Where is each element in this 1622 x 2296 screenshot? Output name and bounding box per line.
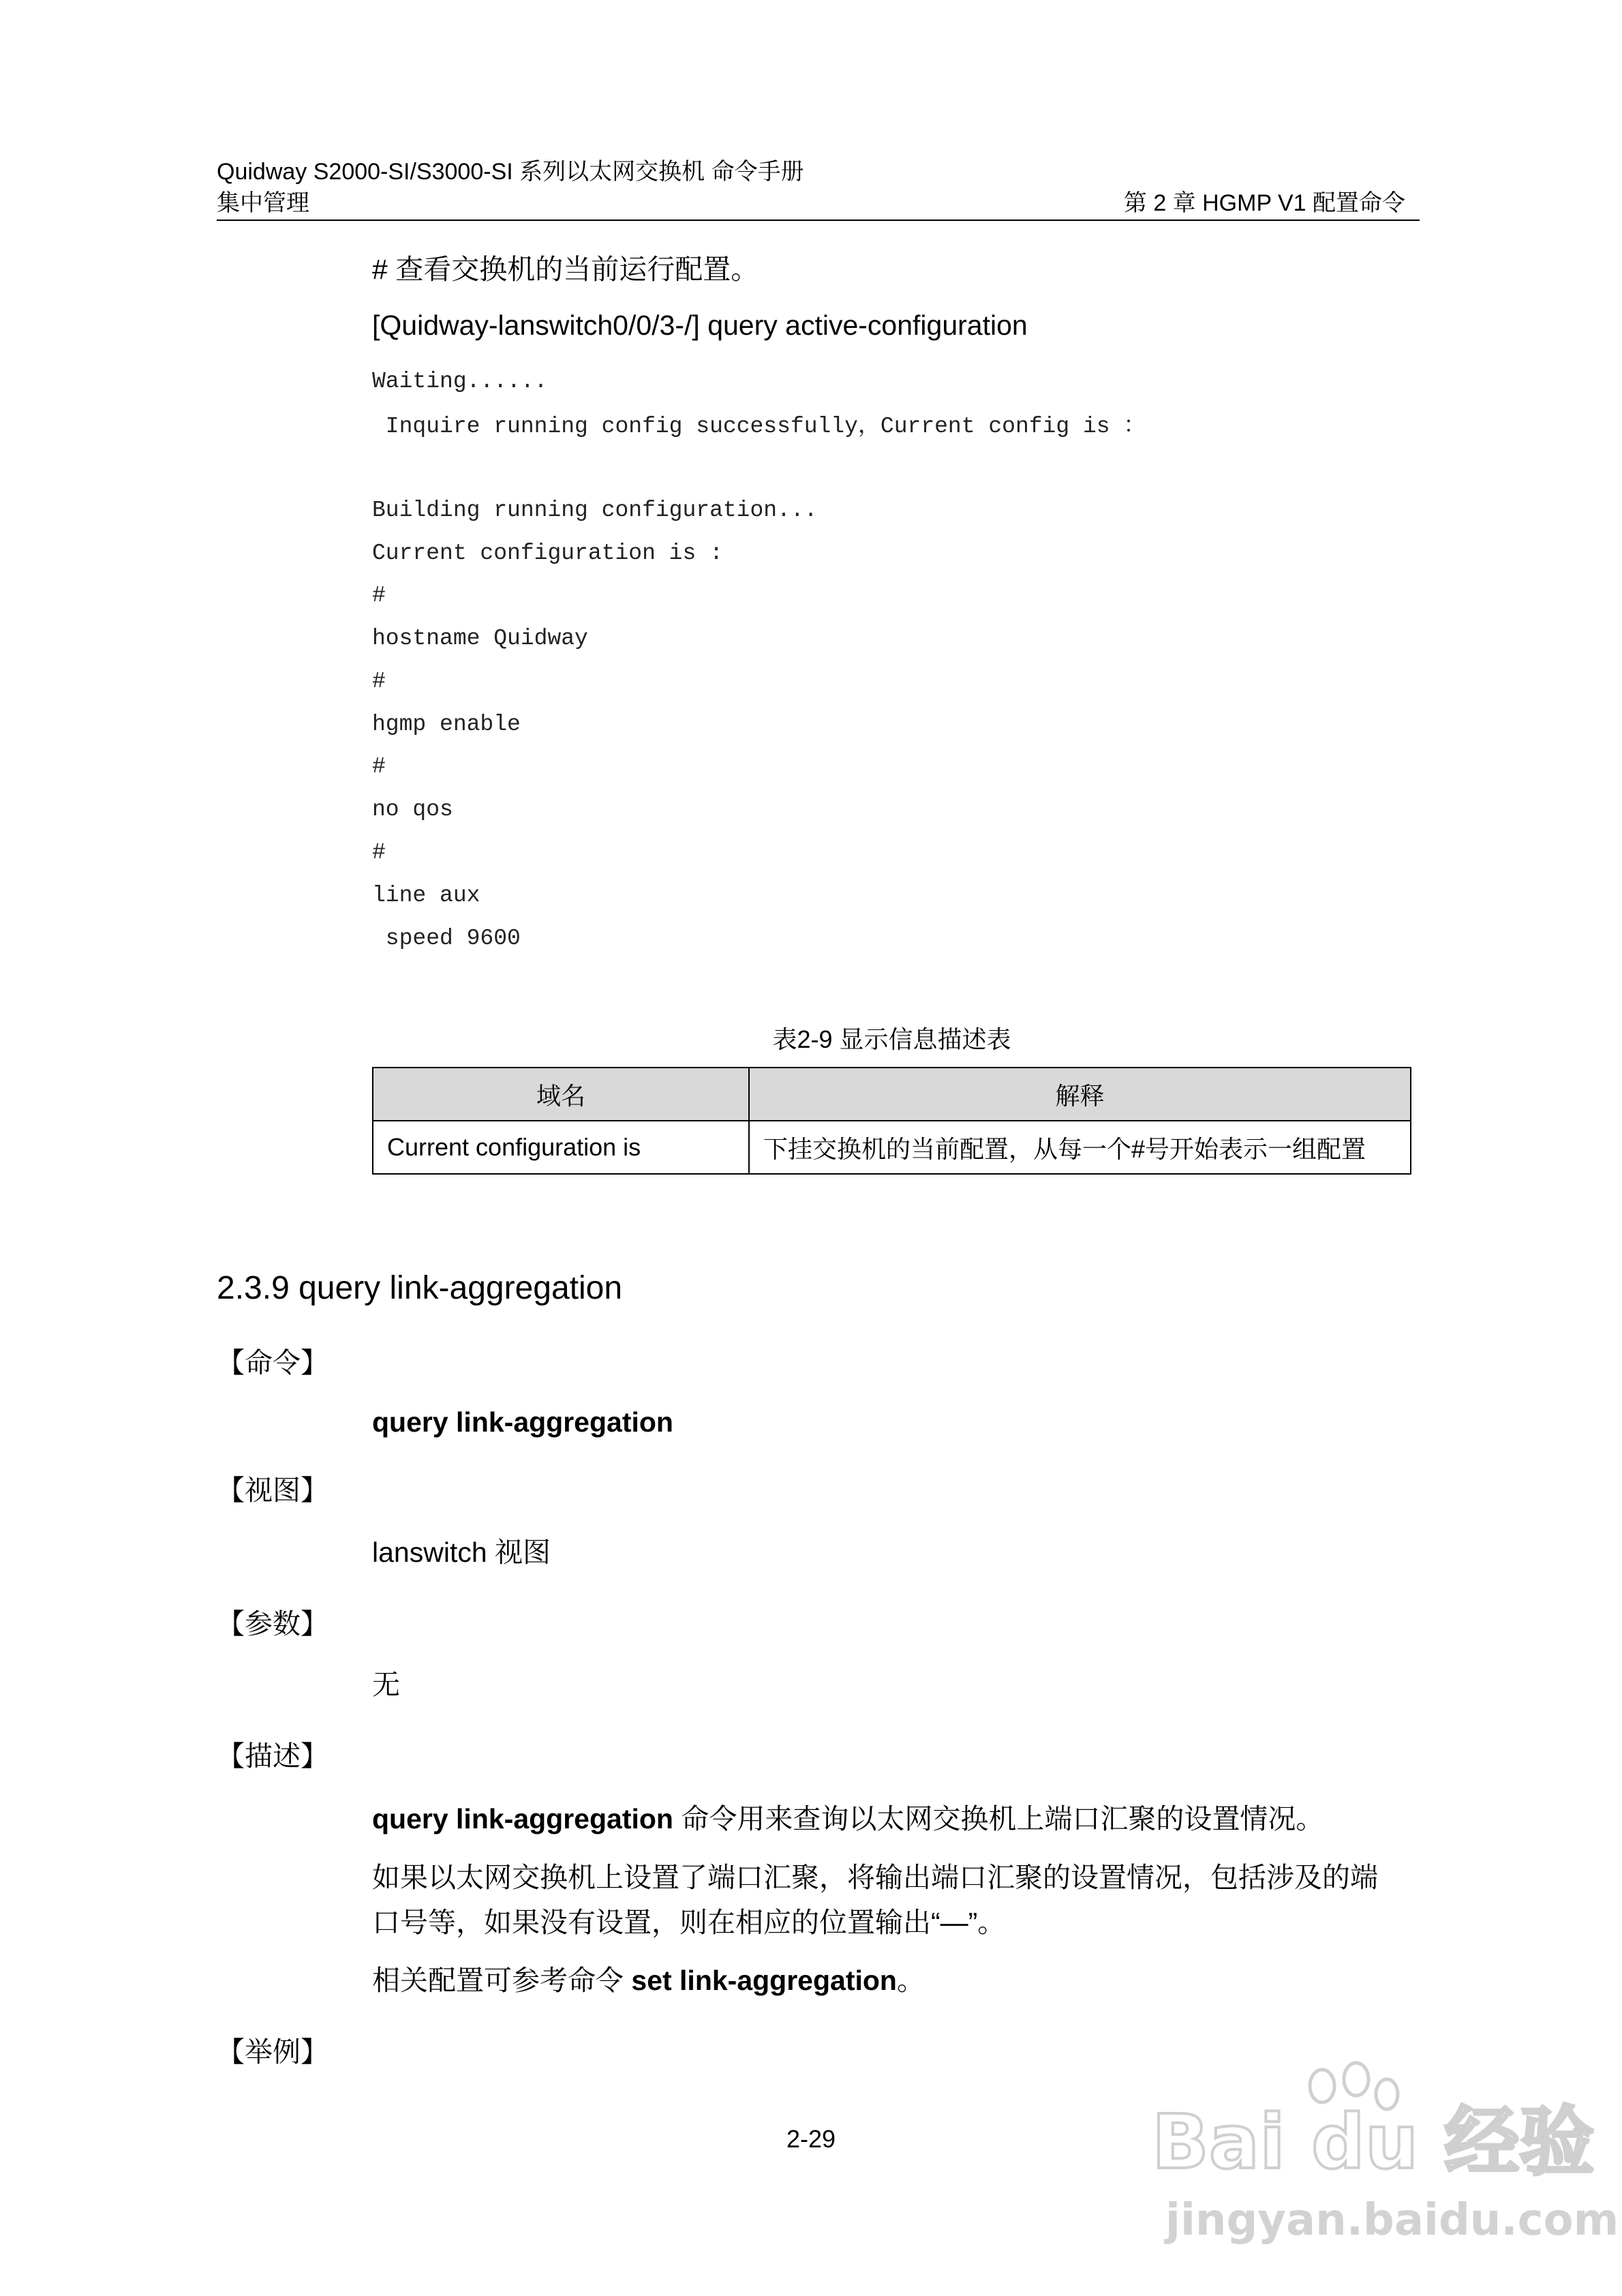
paw-icon bbox=[1152, 2059, 1595, 2186]
baidu-watermark bbox=[1152, 2059, 1619, 2277]
code-line: # bbox=[372, 754, 386, 779]
header-divider bbox=[217, 220, 1420, 221]
header-product: Quidway S2000-SI/S3000-SI 系列以太网交换机 命令手册 bbox=[217, 159, 804, 185]
label-example: 【举例】 bbox=[217, 2036, 328, 2068]
header-chapter: 第 2 章 HGMP V1 配置命令 bbox=[1123, 190, 1405, 216]
view-text: lanswitch 视图 bbox=[372, 1537, 551, 1568]
code-line: Current configuration is : bbox=[372, 541, 723, 566]
desc-p3-bold: set link-aggregation bbox=[631, 1965, 897, 1996]
table-header-row bbox=[373, 1068, 1411, 1121]
code-line: hostname Quidway bbox=[372, 626, 588, 651]
label-command: 【命令】 bbox=[217, 1347, 328, 1378]
section-title: 2.3.9 query link-aggregation bbox=[217, 1270, 623, 1306]
watermark-logo: Bai du 经验 bbox=[1152, 2098, 1595, 2186]
table-caption: 表2-9 显示信息描述表 bbox=[772, 1025, 1011, 1053]
label-view: 【视图】 bbox=[217, 1475, 328, 1506]
label-params: 【参数】 bbox=[217, 1608, 328, 1640]
table-header-cell: 域名 bbox=[373, 1068, 749, 1121]
desc-p3-pre: 相关配置可参考命令 bbox=[372, 1965, 632, 1996]
code-line: # bbox=[372, 583, 386, 608]
code-line: Building running configuration... bbox=[372, 498, 818, 523]
desc-p3-post: 。 bbox=[896, 1965, 925, 1996]
desc-bold: query link-aggregation bbox=[372, 1803, 673, 1834]
desc-paragraph-3 bbox=[372, 1963, 925, 1997]
desc-paragraph-2-line2: 口号等，如果没有设置，则在相应的位置输出“—”。 bbox=[372, 1907, 1006, 1938]
intro-command: [Quidway-lanswitch0/0/3-/] query active-configuration bbox=[372, 309, 1028, 341]
code-line: hgmp enable bbox=[372, 712, 521, 737]
desc-paragraph-1 bbox=[372, 1802, 1323, 1836]
code-line: Waiting...... bbox=[372, 369, 548, 394]
table-cell: 下挂交换机的当前配置，从每一个#号开始表示一组配置 bbox=[749, 1121, 1411, 1174]
code-line: line aux bbox=[372, 883, 480, 908]
code-line: # bbox=[372, 669, 386, 694]
code-line: # bbox=[372, 840, 386, 865]
description-table bbox=[372, 1067, 1411, 1175]
header-section: 集中管理 bbox=[217, 190, 309, 216]
command-text: query link-aggregation bbox=[372, 1406, 673, 1438]
table-cell: Current configuration is bbox=[373, 1121, 749, 1174]
code-line: speed 9600 bbox=[372, 926, 521, 951]
params-text: 无 bbox=[372, 1669, 400, 1700]
watermark-url: jingyan.baidu.com bbox=[1165, 2195, 1619, 2246]
code-line: no qos bbox=[372, 797, 453, 822]
intro-comment: # 查看交换机的当前运行配置。 bbox=[372, 254, 759, 285]
desc-paragraph-2-line1: 如果以太网交换机上设置了端口汇聚，将输出端口汇聚的设置情况，包括涉及的端 bbox=[372, 1862, 1378, 1893]
table-row bbox=[373, 1121, 1411, 1174]
table-header-cell: 解释 bbox=[749, 1068, 1411, 1121]
page-number: 2-29 bbox=[786, 2125, 836, 2153]
label-desc: 【描述】 bbox=[217, 1740, 328, 1772]
code-line: Inquire running config successfully，Current config is ： bbox=[372, 414, 1146, 439]
desc-rest: 命令用来查询以太网交换机上端口汇聚的设置情况。 bbox=[673, 1803, 1324, 1834]
